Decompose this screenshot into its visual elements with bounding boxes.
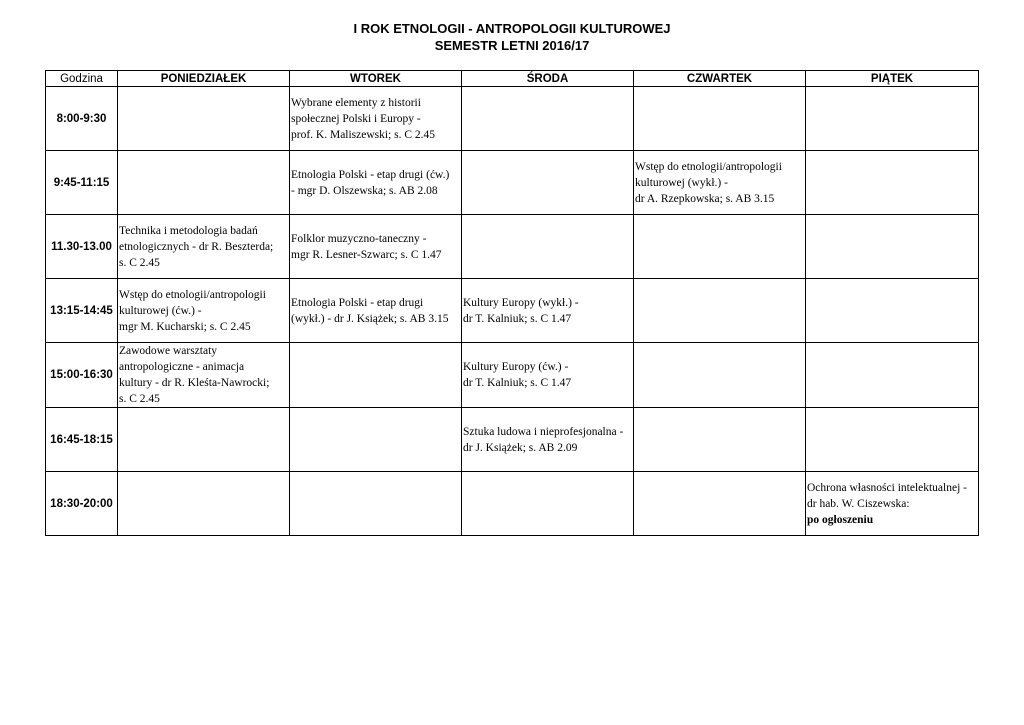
class-entry-line: antropologiczne - animacja [119,361,245,373]
schedule-cell-friday [806,472,979,536]
class-entry-line: Kultury Europy (ćw.) - [463,361,569,373]
schedule-cell-thursday [634,472,806,536]
class-entry-line: Sztuka ludowa i nieprofesjonalna - [463,425,624,438]
class-entry-line: Etnologia Polski - etap drugi (ćw.) [291,168,450,181]
class-entry-line: Wybrane elementy z historii [291,96,421,109]
time-slot-cell: 9:45-11:15 [46,151,118,215]
schedule-cell-thursday [634,279,806,343]
class-entry-line: dr T. Kalniuk; s. C 1.47 [463,377,572,389]
schedule-cell-monday [118,279,290,343]
time-slot-cell: 8:00-9:30 [46,87,118,151]
class-entry-line: dr T. Kalniuk; s. C 1.47 [463,312,572,325]
class-entry-line: mgr R. Lesner-Szwarc; s. C 1.47 [291,248,442,261]
class-entry-line: Ochrona własności intelektualnej - [807,481,967,494]
schedule-cell-friday [806,215,979,279]
column-header-hour: Godzina [46,71,118,87]
table-row [46,215,979,279]
class-entry-line: kulturowej (wykł.) - [635,176,728,189]
schedule-cell-monday [118,87,290,151]
column-header-tuesday: WTOREK [290,71,462,87]
table-row [46,87,979,151]
class-entry-line: Folklor muzyczno-taneczny - [291,232,427,245]
schedule-cell-thursday [634,343,806,408]
schedule-cell-thursday [634,408,806,472]
class-entry-line: społecznej Polski i Europy - [291,112,421,125]
document-title [0,20,1024,54]
class-entry-line: po ogłoszeniu [807,513,874,526]
schedule-cell-thursday [634,215,806,279]
table-row [46,151,979,215]
schedule-cell-monday [118,151,290,215]
class-entry-line: Technika i metodologia badań [119,224,258,237]
time-slot-cell: 11.30-13.00 [46,215,118,279]
schedule-cell-wednesday [462,151,634,215]
schedule-cell-monday [118,408,290,472]
time-slot-cell: 13:15-14:45 [46,279,118,343]
schedule-cell-tuesday [290,151,462,215]
schedule-cell-tuesday [290,343,462,408]
class-entry-line: mgr M. Kucharski; s. C 2.45 [119,320,251,333]
class-entry-line: Wstęp do etnologii/antropologii [119,288,266,301]
class-entry-line: s. C 2.45 [119,393,160,405]
schedule-cell-monday [118,215,290,279]
schedule-cell-friday [806,87,979,151]
title-line-2: SEMESTR LETNI 2016/17 [434,38,590,53]
schedule-cell-wednesday [462,472,634,536]
table-row [46,472,979,536]
class-entry-line: Wstęp do etnologii/antropologii [635,160,782,173]
class-entry-line: dr A. Rzepkowska; s. AB 3.15 [635,192,775,205]
column-header-wednesday: ŚRODA [462,71,634,87]
class-entry-line: Zawodowe warsztaty [119,345,218,357]
schedule-cell-tuesday [290,215,462,279]
schedule-table [45,70,979,536]
class-entry-line: etnologicznych - dr R. Beszterda; [119,240,274,253]
table-row [46,343,979,408]
class-entry-line: prof. K. Maliszewski; s. C 2.45 [291,128,436,141]
schedule-cell-monday [118,343,290,408]
schedule-cell-wednesday [462,87,634,151]
schedule-cell-wednesday [462,343,634,408]
schedule-cell-tuesday [290,279,462,343]
schedule-cell-friday [806,279,979,343]
schedule-cell-wednesday [462,279,634,343]
schedule-cell-friday [806,408,979,472]
schedule-cell-monday [118,472,290,536]
class-entry-line: - mgr D. Olszewska; s. AB 2.08 [291,184,438,197]
schedule-cell-friday [806,151,979,215]
schedule-cell-tuesday [290,408,462,472]
table-row [46,408,979,472]
column-header-thursday: CZWARTEK [634,71,806,87]
header-row [46,71,979,87]
column-header-monday: PONIEDZIAŁEK [118,71,290,87]
time-slot-cell: 15:00-16:30 [46,343,118,408]
schedule-cell-thursday [634,87,806,151]
class-entry-line: Etnologia Polski - etap drugi [291,296,424,309]
schedule-cell-tuesday [290,87,462,151]
schedule-cell-wednesday [462,408,634,472]
schedule-cell-tuesday [290,472,462,536]
time-slot-cell: 18:30-20:00 [46,472,118,536]
schedule-cell-friday [806,343,979,408]
schedule-cell-wednesday [462,215,634,279]
class-entry-line: (wykł.) - dr J. Książek; s. AB 3.15 [291,312,449,325]
class-entry-line: s. C 2.45 [119,256,160,269]
class-entry-line: kultury - dr R. Kleśta-Nawrocki; [119,377,270,389]
title-line-1: I ROK ETNOLOGII - ANTROPOLOGII KULTUROWEJ [353,21,671,36]
class-entry-line: dr hab. W. Ciszewska: [807,497,910,510]
schedule-cell-thursday [634,151,806,215]
column-header-friday: PIĄTEK [806,71,979,87]
table-row [46,279,979,343]
time-slot-cell: 16:45-18:15 [46,408,118,472]
class-entry-line: kulturowej (ćw.) - [119,304,202,317]
class-entry-line: dr J. Książek; s. AB 2.09 [463,441,578,454]
class-entry-line: Kultury Europy (wykł.) - [463,296,579,309]
